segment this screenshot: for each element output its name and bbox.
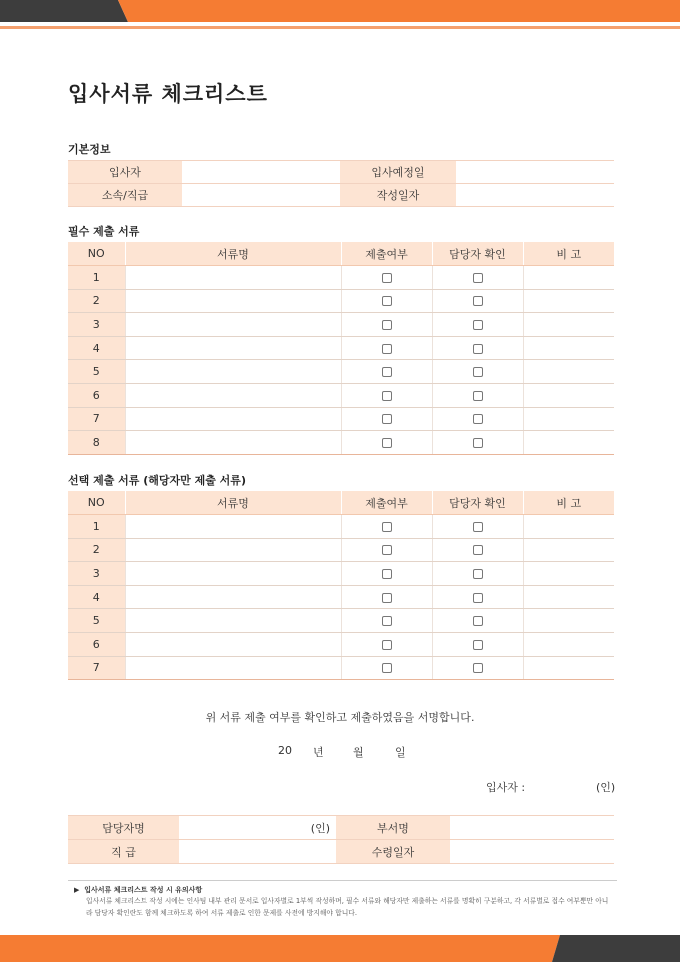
- remarks-cell[interactable]: [523, 562, 614, 586]
- field-value-start-date[interactable]: [456, 161, 614, 184]
- submitted-checkbox[interactable]: [382, 320, 392, 330]
- submitted-cell: [341, 609, 432, 633]
- manager-check-cell: [432, 515, 523, 539]
- table-row: [68, 336, 614, 360]
- field-label-department: 부서명: [336, 816, 450, 840]
- remarks-cell[interactable]: [523, 515, 614, 539]
- manager-check-cell: [432, 632, 523, 656]
- column-header-doc-name: 서류명: [125, 491, 341, 515]
- table-header-row: [68, 242, 614, 266]
- column-header-submitted: 제출여부: [341, 242, 432, 266]
- confirmation-text: 위 서류 제출 여부를 확인하고 제출하였음을 서명합니다.: [205, 711, 475, 724]
- note-body: 입사서류 체크리스트 작성 시에는 인사팀 내부 관리 문서로 입사자별로 1부씩 작성하며, 필수 서류와 해당자만 제출하는 서류를 명확히 구분하고, 각 서류별로 접수 여부뿐만 아니라 담당자 확인란도 함께 체크하도록 하여 서류 제출로 인한 문제를 사전에 방지해야 합니다.: [86, 897, 609, 917]
- row-number: 3: [68, 562, 125, 586]
- remarks-cell[interactable]: [523, 656, 614, 680]
- submitted-checkbox[interactable]: [382, 569, 392, 579]
- doc-name-cell[interactable]: [125, 632, 341, 656]
- manager-check-cell: [432, 407, 523, 431]
- remarks-cell[interactable]: [523, 360, 614, 384]
- date-day-label: 일: [395, 746, 406, 759]
- doc-name-cell[interactable]: [125, 289, 341, 313]
- field-label-received-date: 수령일자: [336, 840, 450, 864]
- manager-check-cell: [432, 289, 523, 313]
- header-decoration: [0, 0, 680, 32]
- remarks-cell[interactable]: [523, 609, 614, 633]
- submitted-cell: [341, 585, 432, 609]
- manager-check-cell: [432, 431, 523, 455]
- table-row: [68, 562, 614, 586]
- table-row: [68, 184, 614, 207]
- submitted-cell: [341, 383, 432, 407]
- row-number: 2: [68, 538, 125, 562]
- remarks-cell[interactable]: [523, 383, 614, 407]
- row-number: 3: [68, 313, 125, 337]
- field-value-dept-rank[interactable]: [182, 184, 340, 207]
- manager-check-cell: [432, 585, 523, 609]
- manager-check-cell: [432, 266, 523, 290]
- manager-check-checkbox[interactable]: [473, 438, 483, 448]
- triangle-right-icon: ▶: [74, 886, 80, 894]
- manager-check-cell: [432, 360, 523, 384]
- manager-check-checkbox[interactable]: [473, 522, 483, 532]
- table-row: [68, 585, 614, 609]
- doc-name-cell[interactable]: [125, 585, 341, 609]
- table-row: [68, 515, 614, 539]
- doc-name-cell[interactable]: [125, 360, 341, 384]
- submitted-cell: [341, 562, 432, 586]
- doc-name-cell[interactable]: [125, 538, 341, 562]
- manager-check-checkbox[interactable]: [473, 616, 483, 626]
- remarks-cell[interactable]: [523, 632, 614, 656]
- column-header-no: NO: [68, 491, 125, 515]
- manager-seal: (인): [310, 821, 330, 835]
- doc-name-cell[interactable]: [125, 313, 341, 337]
- manager-check-cell: [432, 656, 523, 680]
- table-header-row: [68, 491, 614, 515]
- submitted-checkbox[interactable]: [382, 663, 392, 673]
- section-label-required-docs: 필수 제출 서류: [68, 225, 140, 238]
- row-number: 4: [68, 585, 125, 609]
- doc-name-cell[interactable]: [125, 431, 341, 455]
- applicant-signature-label: 입사자 :: [486, 781, 526, 794]
- column-header-no: NO: [68, 242, 125, 266]
- submitted-cell: [341, 538, 432, 562]
- table-row: [68, 431, 614, 455]
- field-label-dept-rank: 소속/직급: [68, 184, 182, 207]
- row-number: 6: [68, 383, 125, 407]
- manager-check-cell: [432, 562, 523, 586]
- submitted-checkbox[interactable]: [382, 438, 392, 448]
- manager-check-cell: [432, 538, 523, 562]
- row-number: 5: [68, 609, 125, 633]
- manager-check-checkbox[interactable]: [473, 414, 483, 424]
- row-number: 6: [68, 632, 125, 656]
- field-label-start-date: 입사예정일: [340, 161, 456, 184]
- applicant-seal: (인): [596, 781, 616, 794]
- remarks-cell[interactable]: [523, 313, 614, 337]
- row-number: 7: [68, 656, 125, 680]
- submitted-cell: [341, 266, 432, 290]
- row-number: 7: [68, 407, 125, 431]
- table-row: [68, 816, 614, 840]
- field-label-written-date: 작성일자: [340, 184, 456, 207]
- remarks-cell[interactable]: [523, 538, 614, 562]
- section-label-optional-docs: 선택 제출 서류 (해당자만 제출 서류): [68, 474, 246, 487]
- doc-name-cell[interactable]: [125, 656, 341, 680]
- submitted-checkbox[interactable]: [382, 545, 392, 555]
- field-value-manager-name[interactable]: [179, 816, 336, 840]
- doc-name-cell[interactable]: [125, 515, 341, 539]
- manager-table: [68, 815, 614, 864]
- field-value-rank[interactable]: [179, 840, 336, 864]
- table-row: [68, 360, 614, 384]
- table-row: [68, 840, 614, 864]
- submitted-checkbox[interactable]: [382, 522, 392, 532]
- submitted-checkbox[interactable]: [382, 593, 392, 603]
- submitted-checkbox[interactable]: [382, 273, 392, 283]
- submitted-checkbox[interactable]: [382, 296, 392, 306]
- manager-check-cell: [432, 609, 523, 633]
- manager-check-checkbox[interactable]: [473, 367, 483, 377]
- doc-name-cell[interactable]: [125, 609, 341, 633]
- submitted-cell: [341, 313, 432, 337]
- manager-check-cell: [432, 383, 523, 407]
- submitted-cell: [341, 407, 432, 431]
- submitted-checkbox[interactable]: [382, 367, 392, 377]
- submitted-checkbox[interactable]: [382, 640, 392, 650]
- table-row: [68, 538, 614, 562]
- manager-check-checkbox[interactable]: [473, 593, 483, 603]
- basic-info-table: [68, 160, 614, 207]
- date-year-label: 년: [313, 746, 324, 759]
- submitted-checkbox[interactable]: [382, 414, 392, 424]
- table-row: [68, 313, 614, 337]
- table-row: [68, 609, 614, 633]
- submitted-cell: [341, 656, 432, 680]
- remarks-cell[interactable]: [523, 266, 614, 290]
- remarks-cell[interactable]: [523, 407, 614, 431]
- remarks-cell[interactable]: [523, 585, 614, 609]
- row-number: 2: [68, 289, 125, 313]
- manager-check-cell: [432, 313, 523, 337]
- footer-decoration: [0, 935, 680, 962]
- column-header-manager-check: 담당자 확인: [432, 491, 523, 515]
- manager-check-checkbox[interactable]: [473, 663, 483, 673]
- row-number: 1: [68, 266, 125, 290]
- manager-check-cell: [432, 336, 523, 360]
- page-title: 입사서류 체크리스트: [68, 82, 268, 106]
- note-heading: [74, 885, 202, 895]
- field-label-applicant: 입사자: [68, 161, 182, 184]
- manager-check-checkbox[interactable]: [473, 344, 483, 354]
- manager-check-checkbox[interactable]: [473, 296, 483, 306]
- table-row: [68, 632, 614, 656]
- table-row: [68, 266, 614, 290]
- doc-name-cell[interactable]: [125, 407, 341, 431]
- column-header-submitted: 제출여부: [341, 491, 432, 515]
- remarks-cell[interactable]: [523, 336, 614, 360]
- manager-check-checkbox[interactable]: [473, 545, 483, 555]
- table-row: [68, 161, 614, 184]
- column-header-remarks: 비 고: [523, 491, 614, 515]
- doc-name-cell[interactable]: [125, 266, 341, 290]
- field-value-applicant[interactable]: [182, 161, 340, 184]
- optional-docs-table: [68, 491, 614, 680]
- table-row: [68, 289, 614, 313]
- column-header-manager-check: 담당자 확인: [432, 242, 523, 266]
- date-month-label: 월: [353, 746, 364, 759]
- manager-check-checkbox[interactable]: [473, 391, 483, 401]
- row-number: 1: [68, 515, 125, 539]
- column-header-doc-name: 서류명: [125, 242, 341, 266]
- section-label-basic-info: 기본정보: [68, 143, 111, 156]
- submitted-checkbox[interactable]: [382, 616, 392, 626]
- manager-check-checkbox[interactable]: [473, 320, 483, 330]
- table-row: [68, 383, 614, 407]
- required-docs-table: [68, 242, 614, 455]
- field-label-manager-name: 담당자명: [68, 816, 179, 840]
- submitted-cell: [341, 360, 432, 384]
- column-header-remarks: 비 고: [523, 242, 614, 266]
- row-number: 5: [68, 360, 125, 384]
- row-number: 4: [68, 336, 125, 360]
- doc-name-cell[interactable]: [125, 383, 341, 407]
- submitted-checkbox[interactable]: [382, 391, 392, 401]
- submitted-cell: [341, 632, 432, 656]
- doc-name-cell[interactable]: [125, 562, 341, 586]
- field-value-department[interactable]: [450, 816, 614, 840]
- note-heading-text: 입사서류 체크리스트 작성 시 유의사항: [84, 886, 203, 894]
- remarks-cell[interactable]: [523, 431, 614, 455]
- submitted-cell: [341, 289, 432, 313]
- submitted-cell: [341, 336, 432, 360]
- submitted-checkbox[interactable]: [382, 344, 392, 354]
- table-row: [68, 407, 614, 431]
- field-value-written-date[interactable]: [456, 184, 614, 207]
- field-value-received-date[interactable]: [450, 840, 614, 864]
- row-number: 8: [68, 431, 125, 455]
- manager-check-checkbox[interactable]: [473, 569, 483, 579]
- note-divider: [68, 880, 617, 881]
- date-year-prefix: 20: [278, 744, 292, 757]
- table-row: [68, 656, 614, 680]
- field-label-rank: 직 급: [68, 840, 179, 864]
- submitted-cell: [341, 515, 432, 539]
- doc-name-cell[interactable]: [125, 336, 341, 360]
- manager-check-checkbox[interactable]: [473, 273, 483, 283]
- manager-check-checkbox[interactable]: [473, 640, 483, 650]
- submitted-cell: [341, 431, 432, 455]
- remarks-cell[interactable]: [523, 289, 614, 313]
